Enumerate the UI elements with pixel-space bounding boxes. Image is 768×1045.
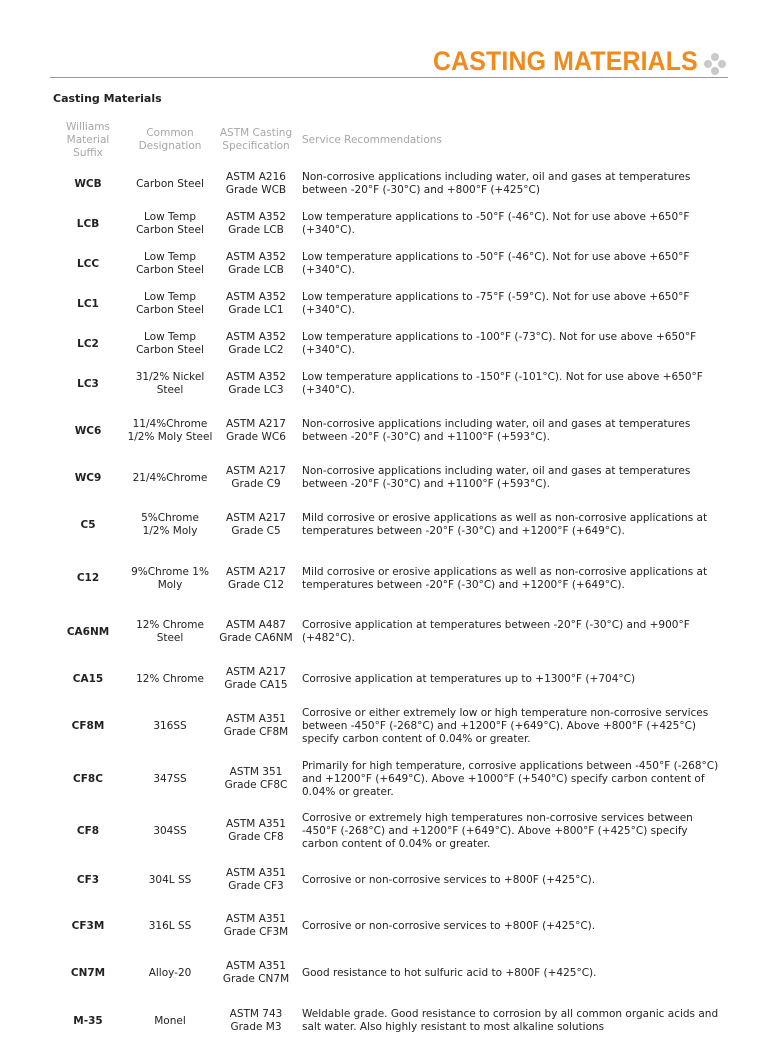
cell-astm: ASTM A217 Grade CA15	[224, 666, 288, 691]
table-row	[52, 699, 722, 753]
table-row	[52, 324, 722, 364]
table-row	[52, 204, 722, 244]
cell-designation: 304L SS	[148, 873, 192, 886]
cell-designation: Alloy-20	[148, 966, 192, 979]
table-row	[52, 997, 722, 1045]
cell-suffix: M-35	[73, 1014, 103, 1027]
cell-service: Non-corrosive applications including water, oil and gases at temperatures between -20°F (-30°C) and +800°F (+425°C)	[302, 171, 691, 196]
cell-astm: ASTM A217 Grade C9	[226, 465, 286, 490]
cell-suffix: CF3M	[71, 919, 105, 932]
cell-designation: 31/2% Nickel Steel	[135, 371, 205, 396]
cell-astm: ASTM A217 Grade WC6	[226, 418, 286, 443]
table-row	[52, 498, 722, 552]
table-row	[52, 404, 722, 458]
cell-designation: 5%Chrome 1/2% Moly	[141, 512, 199, 537]
cell-suffix: CN7M	[70, 966, 106, 979]
cell-astm: ASTM A352 Grade LC1	[226, 291, 286, 316]
table-row	[52, 903, 722, 949]
cell-designation: 304SS	[153, 824, 187, 837]
cell-suffix: LCC	[76, 257, 100, 270]
cell-designation: Low Temp Carbon Steel	[136, 291, 204, 316]
cell-designation: 21/4%Chrome	[132, 471, 208, 484]
cell-astm: ASTM A351 Grade CN7M	[222, 960, 290, 985]
table-row	[52, 552, 722, 605]
table-row	[52, 857, 722, 903]
cell-astm: ASTM A351 Grade CF8	[226, 818, 286, 843]
cell-astm: ASTM A352 Grade LC2	[226, 331, 286, 356]
cell-service: Low temperature applications to -100°F (-73°C). Not for use above +650°F (+340°C).	[302, 331, 697, 356]
cell-designation: Carbon Steel	[136, 177, 204, 190]
page-header	[0, 0, 768, 80]
table-row	[52, 458, 722, 498]
cell-service: Good resistance to hot sulfuric acid to +800F (+425°C).	[302, 966, 597, 979]
header-divider	[50, 77, 728, 78]
table-row	[52, 284, 722, 324]
cell-service: Mild corrosive or erosive applications as well as non-corrosive applications at temperatures between -20°F (-30°C) and +1200°F (+649°C).	[302, 512, 708, 537]
dots-logo-icon	[704, 53, 726, 75]
cell-suffix: CF8M	[71, 719, 105, 732]
section-title: Casting Materials	[53, 92, 162, 105]
cell-designation: 12% Chrome Steel	[136, 619, 204, 644]
cell-designation: Monel	[154, 1014, 186, 1027]
cell-astm: ASTM A351 Grade CF3M	[223, 913, 289, 938]
cell-service: Low temperature applications to -75°F (-59°C). Not for use above +650°F (+340°C).	[302, 291, 690, 316]
cell-service: Primarily for high temperature, corrosive applications between -450°F (-268°C) and +1200°F (+649°C). Above +1000°F (+540°C) specify carbon content of 0.04% or greater.	[302, 759, 719, 798]
cell-suffix: CF8C	[73, 772, 103, 785]
cell-service: Corrosive application at temperatures up to +1300°F (+704°C)	[302, 672, 636, 685]
cell-suffix: C5	[80, 518, 96, 531]
cell-suffix: LC1	[77, 297, 99, 310]
cell-service: Low temperature applications to -150°F (-101°C). Not for use above +650°F (+340°C).	[302, 371, 703, 396]
cell-astm: ASTM A217 Grade C5	[226, 512, 286, 537]
column-header-designation: Common Designation	[138, 127, 202, 152]
cell-suffix: WC6	[74, 424, 102, 437]
cell-designation: 11/4%Chrome 1/2% Moly Steel	[127, 418, 213, 443]
column-header-suffix: Williams Material Suffix	[66, 120, 110, 159]
column-header-astm: ASTM Casting Specification	[219, 127, 293, 152]
cell-service: Corrosive or either extremely low or high temperature non-corrosive services between -450°F (-268°C) and +1200°F (+649°C). Above +800°F (+425°C) specify carbon content of 0.04% or greater.	[302, 706, 709, 745]
cell-suffix: CF8	[76, 824, 100, 837]
table-row	[52, 659, 722, 699]
cell-suffix: LC3	[77, 377, 99, 390]
cell-service: Corrosive or non-corrosive services to +800F (+425°C).	[302, 919, 596, 932]
cell-service: Mild corrosive or erosive applications as well as non-corrosive applications at temperatures between -20°F (-30°C) and +1200°F (+649°C).	[302, 565, 708, 591]
cell-service: Corrosive or non-corrosive services to +800F (+425°C).	[302, 873, 596, 886]
cell-astm: ASTM A351 Grade CF3	[226, 867, 286, 892]
cell-designation: Low Temp Carbon Steel	[136, 251, 204, 276]
cell-suffix: CA15	[72, 672, 104, 685]
cell-service: Weldable grade. Good resistance to corrosion by all common organic acids and salt water. Also highly resistant to most alkaline solutions	[302, 1008, 719, 1033]
cell-astm: ASTM A217 Grade C12	[226, 565, 286, 591]
cell-suffix: CF3	[76, 873, 100, 886]
cell-designation: Low Temp Carbon Steel	[136, 331, 204, 356]
cell-suffix: CA6NM	[66, 625, 110, 638]
cell-suffix: C12	[76, 572, 100, 584]
cell-service: Corrosive or extremely high temperatures non-corrosive services between -450°F (-268°C) and +1200°F (+649°C). Above +800°F (+425°C) specify carbon content of 0.04% or greater.	[302, 811, 693, 850]
cell-service: Corrosive application at temperatures between -20°F (-30°C) and +900°F (+482°C).	[302, 619, 690, 644]
cell-designation: 12% Chrome	[136, 672, 204, 685]
table-row	[52, 753, 722, 805]
cell-service: Low temperature applications to -50°F (-46°C). Not for use above +650°F (+340°C).	[302, 211, 690, 236]
table-row	[52, 164, 722, 204]
page-title: CASTING MATERIALS	[433, 46, 698, 76]
column-header-service: Service Recommendations	[302, 133, 442, 146]
cell-suffix: WC9	[74, 471, 102, 484]
cell-astm: ASTM A487 Grade CA6NM	[219, 619, 293, 644]
table-header-row	[52, 116, 722, 164]
cell-designation: 9%Chrome 1% Moly	[131, 565, 209, 591]
table-row	[52, 605, 722, 659]
cell-suffix: LCB	[76, 217, 100, 230]
table-row	[52, 805, 722, 857]
table-row	[52, 949, 722, 997]
cell-service: Non-corrosive applications including water, oil and gases at temperatures between -20°F (-30°C) and +1100°F (+593°C).	[302, 418, 691, 443]
table-row	[52, 364, 722, 404]
cell-astm: ASTM A216 Grade WCB	[225, 171, 287, 196]
cell-astm: ASTM 351 Grade CF8C	[224, 766, 288, 791]
cell-service: Low temperature applications to -50°F (-46°C). Not for use above +650°F (+340°C).	[302, 251, 690, 276]
cell-designation: 347SS	[153, 772, 187, 785]
cell-suffix: LC2	[77, 337, 99, 350]
cell-designation: 316L SS	[148, 919, 192, 932]
cell-service: Non-corrosive applications including water, oil and gases at temperatures between -20°F (-30°C) and +1100°F (+593°C).	[302, 465, 691, 490]
casting-materials-table	[52, 116, 722, 1045]
cell-astm: ASTM A352 Grade LCB	[226, 211, 286, 236]
cell-astm: ASTM A352 Grade LC3	[226, 371, 286, 396]
cell-astm: ASTM A351 Grade CF8M	[223, 713, 289, 738]
cell-astm: ASTM 743 Grade M3	[229, 1008, 283, 1033]
cell-designation: 316SS	[153, 719, 187, 732]
cell-suffix: WCB	[74, 177, 102, 190]
cell-designation: Low Temp Carbon Steel	[136, 211, 204, 236]
table-row	[52, 244, 722, 284]
cell-astm: ASTM A352 Grade LCB	[226, 251, 286, 276]
